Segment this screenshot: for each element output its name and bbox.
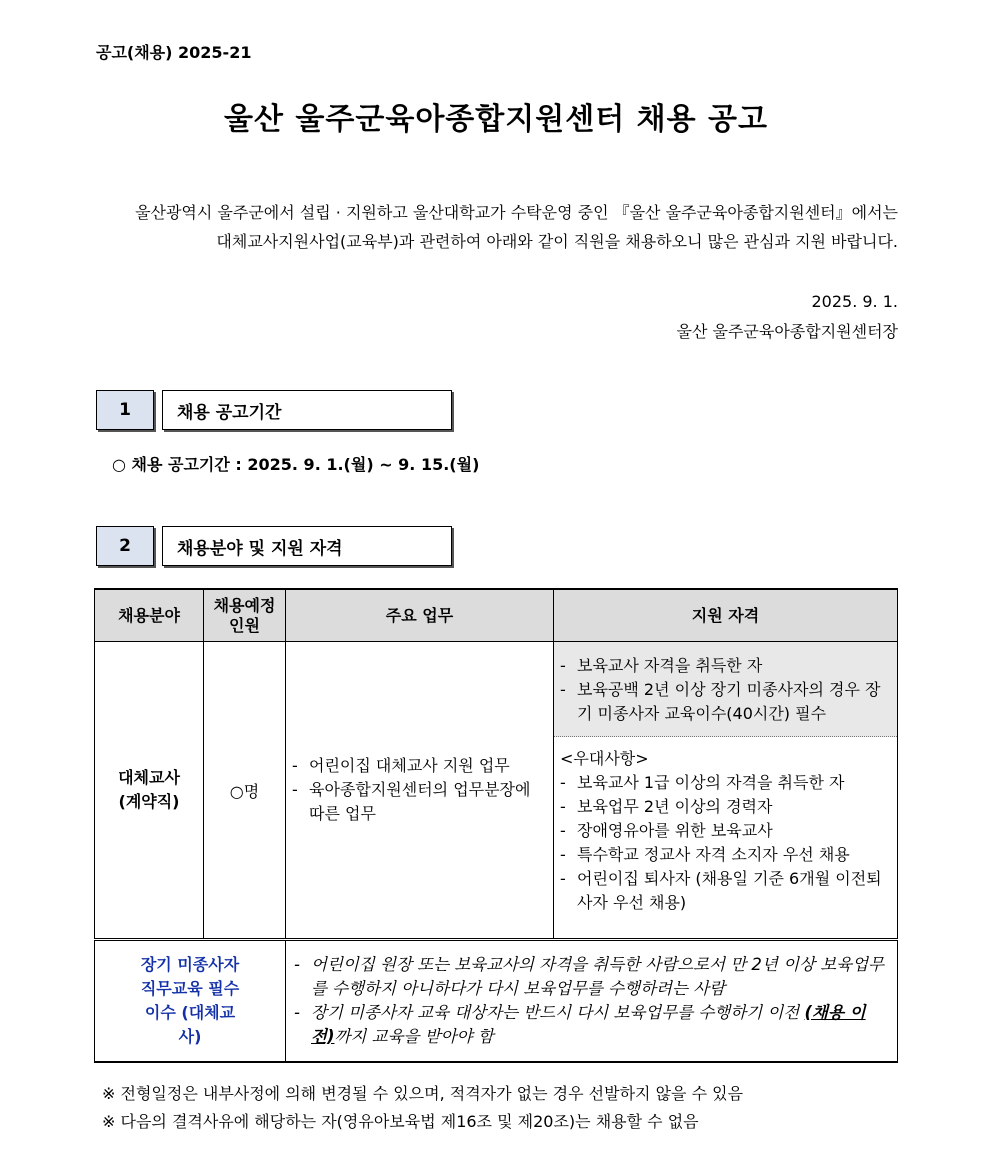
list-item: - 육아종합지원센터의 업무분장에 따른 업무 — [290, 778, 549, 826]
header-field: 채용분야 — [95, 589, 204, 642]
preferred-heading: <우대사항> — [560, 749, 649, 768]
note-1: ※ 전형일정은 내부사정에 의해 변경될 수 있으며, 적격자가 없는 경우 선발하지 않을 수 있음 — [102, 1084, 744, 1103]
header-duties: 주요 업무 — [286, 589, 554, 642]
list-item: - 어린이집 원장 또는 보육교사의 자격을 취득한 사람으로서 만 2년 이상 보육업무를 수행하지 아니하다가 다시 보육업무를 수행하려는 사람 — [292, 953, 889, 1001]
section-1-number: 1 — [96, 390, 154, 430]
note-2: ※ 다음의 결격사유에 해당하는 자(영유아보육법 제16조 및 제20조)는 채용할 수 없음 — [102, 1112, 699, 1131]
qualifications-cell — [554, 642, 898, 940]
education-row — [95, 940, 898, 1063]
recruitment-period: ○ 채용 공고기간 : 2025. 9. 1.(월) ~ 9. 15.(월) — [112, 455, 480, 474]
list-item: - 보육업무 2년 이상의 경력자 — [558, 795, 893, 819]
list-item: - 보육교사 자격을 취득한 자 — [558, 654, 893, 678]
signature-org: 울산 울주군육아종합지원센터장 — [676, 322, 898, 341]
intro-paragraph — [96, 198, 898, 256]
header-qualifications: 지원 자격 — [554, 589, 898, 642]
list-item: - 특수학교 정교사 자격 소지자 우선 채용 — [558, 843, 893, 867]
section-2-title: 채용분야 및 지원 자격 — [162, 526, 452, 566]
intro-line-2: 대체교사지원사업(교육부)과 관련하여 아래와 같이 직원을 채용하오니 많은 관심과 지원 바랍니다. — [216, 232, 898, 251]
required-qualifications — [554, 642, 897, 737]
emphasis-text: (채용 이전) — [311, 1003, 866, 1046]
section-1-title: 채용 공고기간 — [162, 390, 452, 430]
education-label: 장기 미종사자 직무교육 필수 이수 (대체교사) — [95, 940, 286, 1063]
notice-date: 2025. 9. 1. — [811, 292, 898, 311]
duties-cell — [286, 642, 554, 940]
list-item: - 장애영유아를 위한 보육교사 — [558, 819, 893, 843]
education-description — [286, 940, 898, 1063]
list-item: - 보육공백 2년 이상 장기 미종사자의 경우 장기 미종사자 교육이수(40시간) 필수 — [558, 678, 893, 726]
preferred-qualifications — [554, 737, 897, 925]
duties-list — [290, 754, 549, 826]
field-cell: 대체교사 (계약직) — [95, 642, 204, 940]
count-cell: ○명 — [204, 642, 286, 940]
page-title: 울산 울주군육아종합지원센터 채용 공고 — [224, 102, 768, 137]
notes — [102, 1080, 743, 1136]
table-row — [95, 642, 898, 940]
recruitment-table — [94, 588, 898, 1063]
table-header-row — [95, 589, 898, 642]
header-count: 채용예정 인원 — [204, 589, 286, 642]
notice-number: 공고(채용) 2025-21 — [96, 43, 252, 62]
list-item: - 어린이집 퇴사자 (채용일 기준 6개월 이전퇴사자 우선 채용) — [558, 867, 893, 915]
section-2-number: 2 — [96, 526, 154, 566]
list-item: - 보육교사 1급 이상의 자격을 취득한 자 — [558, 771, 893, 795]
intro-line-1: 울산광역시 울주군에서 설립 · 지원하고 울산대학교가 수탁운영 중인 『울산 울주군육아종합지원센터』에서는 — [135, 203, 898, 222]
list-item: - 어린이집 대체교사 지원 업무 — [290, 754, 549, 778]
list-item: - 장기 미종사자 교육 대상자는 반드시 다시 보육업무를 수행하기 이전 (채용 이전)까지 교육을 받아야 함 — [292, 1001, 889, 1049]
signature-block — [677, 287, 898, 347]
